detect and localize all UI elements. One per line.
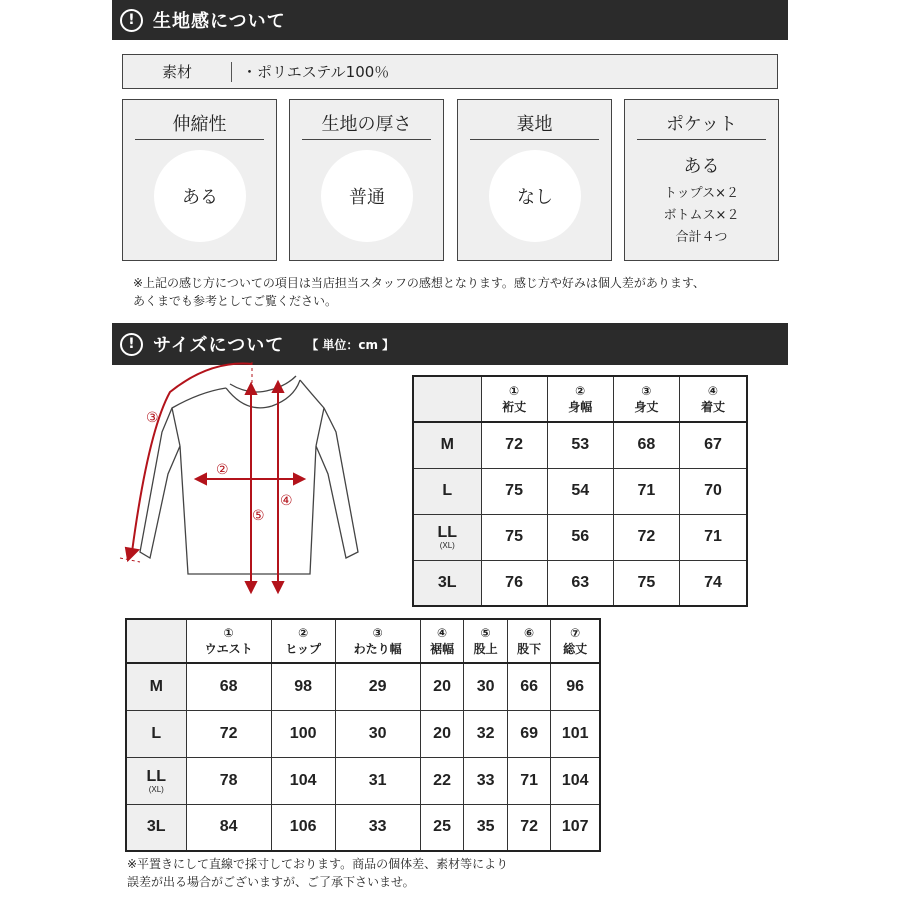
table-cell: 100: [271, 710, 335, 757]
table-row: [126, 663, 600, 710]
stretch-title: 伸縮性: [135, 110, 264, 140]
table-cell: 20: [420, 663, 464, 710]
table-cell: 71: [613, 468, 679, 514]
illustration-label: ③: [146, 410, 159, 426]
table-row: [413, 422, 747, 468]
table-cell: 96: [551, 663, 600, 710]
pocket-line: 合計４つ: [675, 230, 728, 245]
table-header: ④ 着丈: [679, 376, 747, 422]
table-cell: 101: [551, 710, 600, 757]
table-cell: 30: [335, 710, 420, 757]
fabric-note-line: ※上記の感じ方についての項目は当店担当スタッフの感想となります。感じ方や好みは個人差があります、: [133, 276, 705, 290]
table-cell: 84: [186, 804, 271, 851]
table-cell: 72: [481, 422, 547, 468]
table-row: [126, 757, 600, 804]
size-label: M: [126, 663, 186, 710]
table-cell: 33: [464, 757, 508, 804]
material-divider: [231, 62, 232, 82]
size-label: L: [413, 468, 481, 514]
table-header-row: [126, 619, 600, 663]
table-cell: 25: [420, 804, 464, 851]
material-label: 素材: [161, 63, 192, 81]
table-header: ③ 身丈: [613, 376, 679, 422]
table-cell: 30: [464, 663, 508, 710]
material-row: [122, 54, 778, 89]
table-cell: 107: [551, 804, 600, 851]
fabric-section-header: [112, 0, 788, 40]
size-note: [127, 855, 508, 891]
table-corner: [126, 619, 186, 663]
table-header: ④ 裾幅: [420, 619, 464, 663]
table-cell: 56: [547, 514, 613, 560]
table-row: [126, 710, 600, 757]
size-label: 3L: [413, 560, 481, 606]
size-note-line: ※平置きにして直線で採寸しております。商品の個体差、素材等により: [127, 857, 509, 871]
table-cell: 31: [335, 757, 420, 804]
fabric-section-title: 生地感について: [153, 11, 286, 32]
table-cell: 66: [507, 663, 551, 710]
table-cell: 75: [481, 514, 547, 560]
table-cell: 54: [547, 468, 613, 514]
table-header: ① 裄丈: [481, 376, 547, 422]
table-cell: 106: [271, 804, 335, 851]
tops-size-table: [412, 375, 748, 607]
table-cell: 75: [481, 468, 547, 514]
table-header: ⑤ 股上: [464, 619, 508, 663]
thickness-card: [289, 99, 444, 261]
exclamation-icon: !: [120, 9, 143, 32]
table-cell: 20: [420, 710, 464, 757]
table-cell: 104: [551, 757, 600, 804]
size-label: LL (XL): [413, 514, 481, 560]
table-cell: 67: [679, 422, 747, 468]
stretch-card: [122, 99, 277, 261]
shirt-measurement-illustration: [110, 362, 410, 612]
pocket-value: ある: [683, 156, 720, 177]
table-cell: 72: [186, 710, 271, 757]
table-header: ① ウエスト: [186, 619, 271, 663]
table-header: ② ヒップ: [271, 619, 335, 663]
size-section-header: [112, 323, 788, 365]
size-label: 3L: [126, 804, 186, 851]
table-header: ⑦ 総丈: [551, 619, 600, 663]
lining-value: なし: [489, 150, 581, 242]
fabric-note-line: あくまでも参考としてご覧ください。: [133, 294, 338, 308]
table-header: ② 身幅: [547, 376, 613, 422]
size-label: LL (XL): [126, 757, 186, 804]
size-note-line: 誤差が出る場合がございますが、ご了承下さいませ。: [127, 875, 415, 889]
size-label: M: [413, 422, 481, 468]
fabric-note: [133, 274, 705, 310]
table-cell: 69: [507, 710, 551, 757]
thickness-value: 普通: [321, 150, 413, 242]
table-cell: 29: [335, 663, 420, 710]
table-header-row: [413, 376, 747, 422]
lining-card: [457, 99, 612, 261]
lining-title: 裏地: [470, 110, 599, 140]
table-cell: 104: [271, 757, 335, 804]
table-cell: 74: [679, 560, 747, 606]
table-cell: 72: [507, 804, 551, 851]
table-cell: 32: [464, 710, 508, 757]
table-row: [413, 514, 747, 560]
table-cell: 75: [613, 560, 679, 606]
table-row: [126, 804, 600, 851]
pocket-title: ポケット: [637, 110, 766, 140]
table-header: ⑥ 股下: [507, 619, 551, 663]
exclamation-icon: !: [120, 333, 143, 356]
table-row: [413, 468, 747, 514]
table-row: [413, 560, 747, 606]
table-cell: 68: [186, 663, 271, 710]
table-cell: 35: [464, 804, 508, 851]
table-corner: [413, 376, 481, 422]
pocket-line: ボトムス×２: [663, 208, 740, 223]
illustration-label: ②: [216, 462, 229, 478]
table-cell: 68: [613, 422, 679, 468]
table-cell: 71: [507, 757, 551, 804]
illustration-label: ⑤: [252, 508, 265, 524]
table-cell: 98: [271, 663, 335, 710]
table-cell: 72: [613, 514, 679, 560]
table-cell: 53: [547, 422, 613, 468]
size-section-title: サイズについて: [153, 335, 285, 356]
material-value: ・ポリエステル100％: [242, 63, 390, 81]
size-unit: 【 単位：cm 】: [306, 337, 395, 352]
table-cell: 63: [547, 560, 613, 606]
table-header: ③ わたり幅: [335, 619, 420, 663]
pocket-line: トップス×２: [664, 186, 739, 201]
thickness-title: 生地の厚さ: [302, 110, 431, 140]
table-cell: 76: [481, 560, 547, 606]
table-cell: 78: [186, 757, 271, 804]
bottoms-size-table: [125, 618, 601, 852]
size-label: L: [126, 710, 186, 757]
illustration-label: ④: [280, 493, 293, 509]
table-cell: 71: [679, 514, 747, 560]
table-cell: 22: [420, 757, 464, 804]
pocket-card: [624, 99, 779, 261]
stretch-value: ある: [154, 150, 246, 242]
table-cell: 70: [679, 468, 747, 514]
table-cell: 33: [335, 804, 420, 851]
